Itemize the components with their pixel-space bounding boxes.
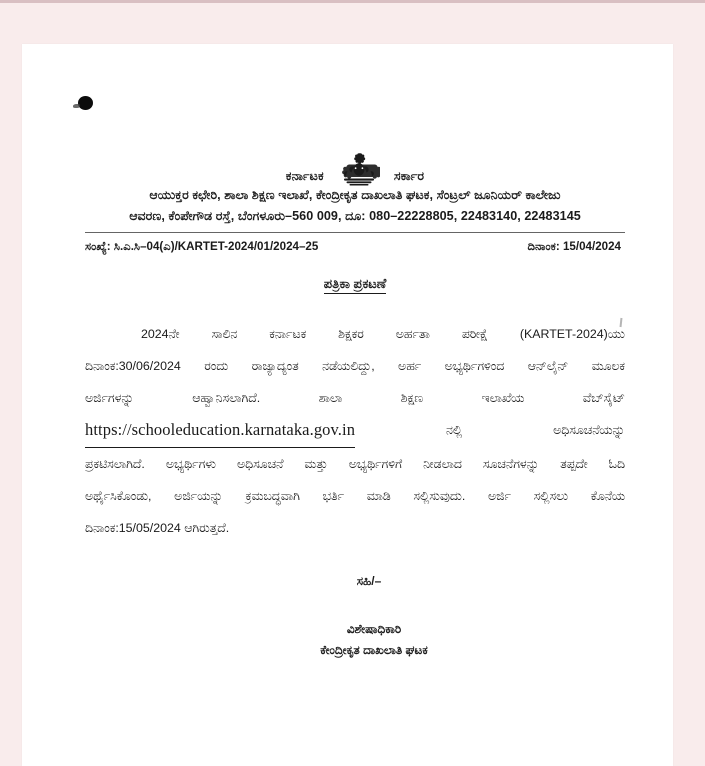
page-title-text: ಪತ್ರಿಕಾ ಪ್ರಕಟಣೆ [324, 276, 387, 294]
document-body [85, 44, 625, 661]
signature-sahi: ಸಹಿ/– [356, 574, 382, 588]
body-word: ರಂದು [204, 359, 229, 373]
body-word: 2024ನೇ [141, 327, 180, 341]
body-word: ಆಹ್ವಾನಿಸಲಾಗಿದೆ. [192, 391, 261, 405]
body-word: ಮಾಡಿ [366, 489, 391, 503]
body-word: ಅಧಿಸೂಚನೆ [236, 457, 284, 471]
reference-row [85, 240, 625, 254]
body-word: ಪ್ರಕಟಿಸಲಾಗಿದೆ. [85, 457, 145, 471]
office-address-line-1: ಆಯುಕ್ತರ ಕಛೇರಿ, ಶಾಲಾ ಶಿಕ್ಷಣ ಇಲಾಖೆ, ಕೇಂದ್ರೀಕೃತ ದಾಖಲಾತಿ ಘಟಕ, ಸೆಂಟ್ರಲ್ ಜೂನಿಯರ್ ಕಾಲೇಜು [149, 188, 561, 202]
body-word: ಅರ್ಜಿ [487, 489, 511, 503]
body-word: ಶಾಲಾ [318, 391, 343, 405]
body-word: ಮತ್ತು [304, 457, 328, 471]
body-word: ಅಭ್ಯರ್ಥಿಗಳಿಗೆ [348, 457, 403, 471]
body-word: ರಾಜ್ಯಾದ್ಯಂತ [251, 359, 299, 373]
body-line-1 [85, 318, 625, 350]
body-word: ಮೂಲಕ [591, 359, 625, 373]
government-name: ಸರ್ಕಾರ [393, 169, 425, 183]
body-word: ಆನ್‌ಲೈನ್ [527, 359, 569, 373]
body-line-7: ದಿನಾಂಕ:15/05/2024 ಆಗಿರುತ್ತದೆ. [85, 521, 230, 535]
body-word: ಶಿಕ್ಷಣ [400, 391, 423, 405]
signatory-details [123, 619, 625, 661]
body-word: ನಲ್ಲಿ [445, 423, 463, 437]
body-word: ಅರ್ಹತಾ [395, 327, 430, 341]
body-word: ಶಿಕ್ಷಕರ [338, 327, 364, 341]
body-word: ಸಲ್ಲಿಸಲು [533, 489, 569, 503]
body-word: ಅರ್ಹ [398, 359, 422, 373]
body-word: ನೀಡಲಾದ [423, 457, 462, 471]
reference-date: ದಿನಾಂಕ: 15/04/2024 [527, 240, 621, 253]
body-word: ಅಭ್ಯರ್ಥಿಗಳಿಂದ [444, 359, 505, 373]
body-line-5 [85, 448, 625, 480]
signatory-unit: ಕೇಂದ್ರೀಕೃತ ದಾಖಲಾತಿ ಘಟಕ [320, 643, 428, 657]
body-word: ಕೊನೆಯ [590, 489, 625, 503]
body-word: ಸಲ್ಲಿಸುವುದು. [413, 489, 466, 503]
body-line-6 [85, 480, 625, 512]
body-word: ತಪ್ಪದೇ [560, 457, 588, 471]
body-word: ಸೂಚನೆಗಳನ್ನು [482, 457, 540, 471]
body-word: ಪರೀಕ್ಷೆ [461, 327, 488, 341]
body-line-3 [85, 382, 625, 414]
scan-top-edge [0, 0, 705, 3]
body-word: ಕ್ರಮಬದ್ಧವಾಗಿ [245, 489, 300, 503]
body-word: ಭರ್ತಿ [322, 489, 345, 503]
body-word: ದಿನಾಂಕ:30/06/2024 [85, 359, 181, 373]
signature-block [85, 574, 625, 661]
government-heading [85, 152, 625, 186]
document-page [22, 44, 673, 766]
body-word: ಅಭ್ಯರ್ಥಿಗಳು [165, 457, 216, 471]
document-page-content [22, 44, 673, 766]
body-word: ಅರ್ಜಿಗಳನ್ನು [85, 391, 134, 405]
body-word: ಅರ್ಜಿಯನ್ನು [174, 489, 223, 503]
ink-dot-smudge-artifact [73, 104, 80, 108]
body-line-4 [85, 414, 625, 448]
office-address-line-2: ಆವರಣ, ಕೆಂಪೇಗೌಡ ರಸ್ತೆ, ಬೆಂಗಳೂರು–560 009, ದೂ: 080–22228805, 22483140, 22483145 [129, 208, 581, 223]
karnataka-state-emblem-icon [338, 152, 380, 186]
website-link[interactable]: https://schooleducation.karnataka.gov.in [85, 414, 355, 448]
body-word: ನಡೆಯಲಿದ್ದು, [322, 359, 375, 373]
body-word: ಸಾಲಿನ [211, 327, 238, 341]
reference-number: ಸಂಖ್ಯೆ: ಸಿ.ಎ.ಸಿ–04(ಎ)/KARTET-2024/01/2024–25 [85, 240, 319, 253]
body-word: ಅರ್ಥೈಸಿಕೊಂಡು, [85, 489, 152, 503]
body-word: ಇಲಾಖೆಯ [481, 391, 525, 405]
body-word: ವೆಬ್‌ಸೈಟ್ [582, 391, 625, 405]
signatory-designation: ವಿಶೇಷಾಧಿಕಾರಿ [346, 622, 402, 636]
header-divider [85, 232, 625, 233]
body-word: ಓದಿ [608, 457, 625, 471]
body-word: ಕರ್ನಾಟಕ [269, 327, 307, 341]
press-release-body [85, 318, 625, 544]
body-word: ಅಧಿಸೂಚನೆಯನ್ನು [553, 423, 625, 437]
page-title [85, 276, 625, 292]
body-word: (KARTET-2024)ಯು [519, 327, 625, 341]
state-name: ಕರ್ನಾಟಕ [285, 169, 324, 183]
body-line-2 [85, 350, 625, 382]
